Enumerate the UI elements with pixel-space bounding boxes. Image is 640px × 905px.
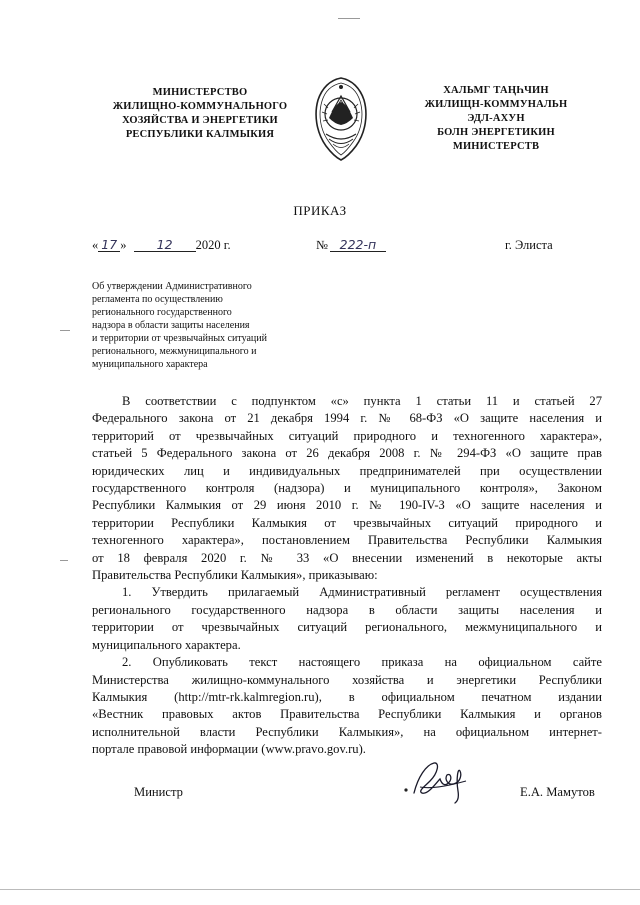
subject-line: Об утверждении Административного — [92, 281, 252, 292]
subject-line: регионального государственного — [92, 307, 232, 318]
date-year: 2020 г. — [195, 238, 231, 252]
body-line: территорий от чрезвычайных ситуаций природного и техногенного характера», — [92, 428, 602, 443]
body-line: исполнительной власти Республики Калмыкия», на официальном интернет- — [92, 724, 602, 739]
date-day: 17 — [98, 238, 120, 252]
body-line: Федерального закона от 21 декабря 1994 г. № 68-ФЗ «О защите населения и — [92, 411, 602, 426]
coat-of-arms-icon — [302, 74, 380, 164]
ministry-kalm-line: БОЛН ЭНЕРГЕТИКИН — [437, 127, 555, 138]
document-title: ПРИКАЗ — [293, 203, 347, 218]
body-line: 1. Утвердить прилагаемый Административный регламент осуществления — [122, 585, 602, 600]
scan-mark-left — [60, 330, 70, 331]
order-city: г. Элиста — [505, 238, 553, 252]
scan-mark-top — [338, 18, 360, 19]
signer-name: Е.А. Мамутов — [520, 785, 595, 799]
number-sign: № — [316, 238, 328, 252]
body-line: 2. Опубликовать текст настоящего приказа на официальном сайте — [122, 655, 602, 670]
body-line: муниципального характера. — [92, 637, 241, 652]
body-line: регионального государственного надзора в области защиты населения и — [92, 602, 602, 617]
date-open-quote: « — [92, 238, 99, 252]
handwritten-signature — [400, 757, 475, 805]
item-2-paragraph — [92, 654, 602, 758]
number-value: 222-п — [330, 238, 386, 252]
body-line: государственного контроля (надзора) и муниципального контроля», Законом — [92, 481, 602, 496]
body-line: статьей 5 Федерального закона от 26 декабря 2008 г. № 294-ФЗ «О защите прав — [92, 446, 602, 461]
body-line: Министерства жилищно-коммунального хозяйства и энергетики Республики — [92, 672, 602, 687]
body-line: территории от чрезвычайных ситуаций регионального, межмуниципального и — [92, 620, 602, 635]
body-line: Республики Калмыкия от 29 июня 2010 г. № 190-IV-З «О защите населения и — [92, 498, 602, 513]
ministry-ru-line: ХОЗЯЙСТВА И ЭНЕРГЕТИКИ — [122, 115, 278, 126]
scan-mark-left-2 — [60, 560, 68, 561]
date-close-quote: » — [120, 238, 127, 252]
item-1-paragraph — [92, 584, 602, 654]
body-line: портале правовой информации (www.pravo.gov.ru). — [92, 742, 366, 757]
body-line: техногенного характера», постановлением Правительства Республики Калмыкия — [92, 533, 602, 548]
body-line: Калмыкия (http://mtr-rk.kalmregion.ru), в официальном печатном издании — [92, 689, 602, 704]
body-line: территории Республики Калмыкия от чрезвычайных ситуаций природного и — [92, 515, 602, 530]
signer-title: Министр — [134, 785, 183, 799]
body-line: Правительства Республики Калмыкия», приказываю: — [92, 568, 378, 583]
ministry-kalm-line: МИНИСТЕРСТВ — [452, 141, 540, 152]
subject-line: надзора в области защиты населения — [92, 320, 250, 331]
order-date — [92, 238, 231, 253]
ministry-kalm-line: ХАЛЬМГ ТАҢҺЧИН — [443, 85, 549, 96]
order-subject — [92, 280, 322, 371]
subject-line: регламента по осуществлению — [92, 294, 223, 305]
date-month: 12 — [134, 238, 196, 252]
ministry-name-kalmyk — [416, 84, 576, 154]
ministry-name-ru — [100, 86, 300, 142]
body-line: «Вестник правовых актов Правительства Республики Калмыкия и органов — [92, 707, 602, 722]
subject-line: регионального, межмуниципального и — [92, 346, 257, 357]
order-body — [92, 393, 602, 759]
ministry-ru-line: МИНИСТЕРСТВО — [152, 87, 248, 98]
body-line: от 18 февраля 2020 г. № 33 «О внесении изменений в некоторые акты — [92, 550, 602, 565]
body-line: юридических лиц и индивидуальных предпринимателей при осуществлении — [92, 463, 602, 478]
body-line: В соответствии с подпунктом «с» пункта 1 статьи 11 и статьей 27 — [122, 394, 602, 408]
scan-edge-bottom — [0, 889, 640, 890]
preamble-paragraph — [92, 393, 602, 584]
ministry-kalm-line: ЖИЛИЩН-КОММУНАЛЬН — [424, 99, 568, 110]
order-number — [316, 238, 386, 253]
ministry-ru-line: ЖИЛИЩНО-КОММУНАЛЬНОГО — [112, 101, 288, 112]
subject-line: и территории от чрезвычайных ситуаций — [92, 333, 267, 344]
ministry-ru-line: РЕСПУБЛИКИ КАЛМЫКИЯ — [125, 129, 275, 140]
subject-line: муниципального характера — [92, 359, 208, 370]
ministry-kalm-line: ЭДЛ-АХУН — [467, 113, 525, 124]
